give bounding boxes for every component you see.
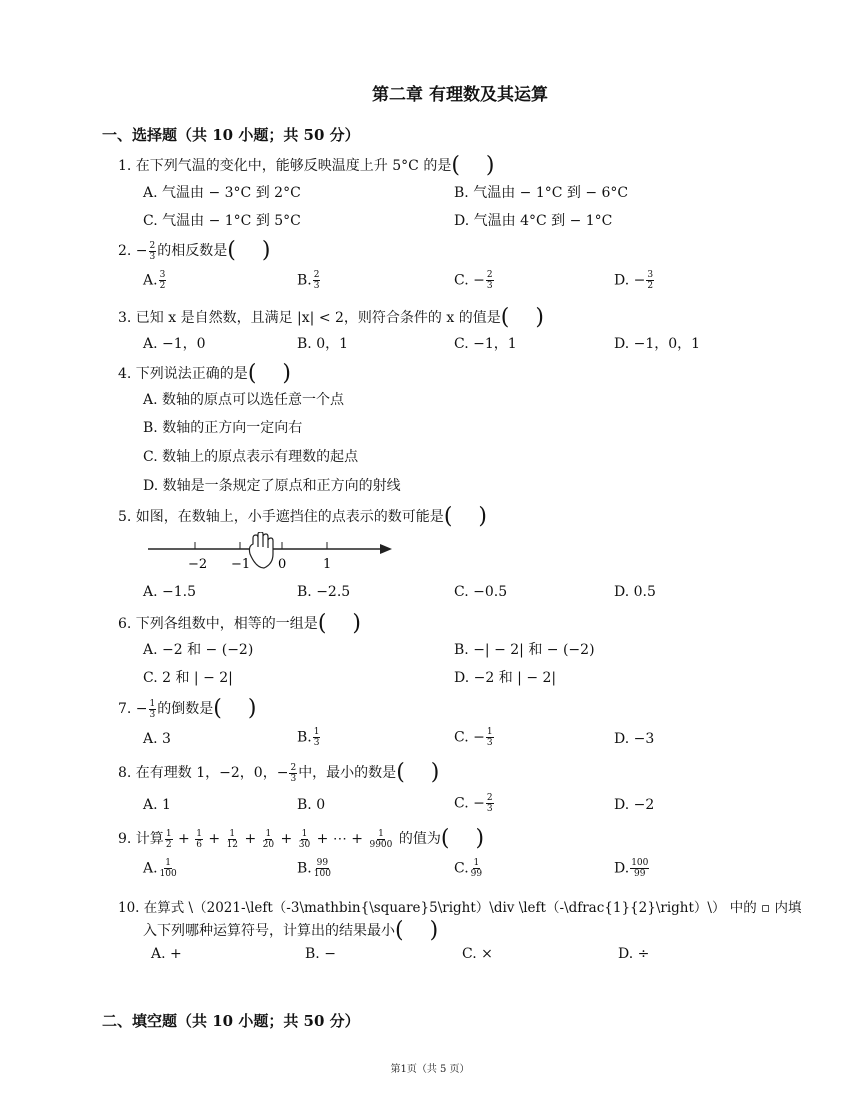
q4-option-c: C. 数轴上的原点表示有理数的起点 [143, 449, 359, 465]
answer-bracket: ( ) [500, 305, 544, 330]
q8-option-b: B. 0 [297, 797, 326, 813]
arrow-head-icon [380, 544, 392, 554]
q1-option-b: B. 气温由 − 1°C 到 − 6°C [454, 185, 629, 201]
q3-option-b: B. 0，1 [297, 336, 349, 352]
page-footer: 第1页（共 5 页） [390, 1064, 470, 1075]
q3-option-d: D. −1，0，1 [614, 336, 701, 352]
question-6: 6. 下列各组数中，相等的一组是( ) [118, 611, 361, 636]
page-title: 第二章 有理数及其运算 [372, 85, 548, 105]
answer-bracket: ( ) [227, 238, 271, 263]
q4-option-a: A. 数轴的原点可以选任意一个点 [143, 392, 345, 408]
q10-option-d: D. ÷ [618, 946, 650, 962]
q5-option-b: B. −2.5 [297, 584, 351, 600]
answer-bracket: ( ) [396, 760, 440, 785]
q2-option-a: A. $\frac{3}{2}$ [143, 270, 166, 291]
hand-icon [249, 532, 273, 568]
answer-bracket: ( ) [213, 696, 257, 721]
question-3: 3. 已知 x 是自然数，且满足 |x| < 2，则符合条件的 x 的值是( ) [118, 305, 544, 330]
question-2: 2. − $\frac{2}{3}$ 的相反数是( ) [118, 238, 271, 263]
tick-label: 1 [323, 557, 332, 572]
question-10-line-1: 10. 在算式 \（2021-\left（-3\mathbin{\square}5\right）\div \left（-\dfrac{1}{2}\right）\） 中的 ▫ 内填 [118, 900, 802, 916]
q6-option-a: A. −2 和 − (−2) [143, 642, 254, 658]
question-4: 4. 下列说法正确的是( ) [118, 361, 291, 386]
q10-option-b: B. − [305, 946, 336, 962]
q8-option-d: D. −2 [614, 797, 655, 813]
answer-bracket: ( ) [247, 361, 291, 386]
question-10-line-2: 入下列哪种运算符号，计算出的结果最小( ) [143, 918, 439, 943]
answer-bracket: ( ) [443, 504, 487, 529]
answer-bracket: ( ) [317, 611, 361, 636]
q8-option-c: C. − $\frac{2}{3}$ [454, 793, 493, 814]
q5-option-a: A. −1.5 [143, 584, 197, 600]
answer-bracket: ( ) [395, 918, 439, 943]
q6-option-d: D. −2 和 | − 2| [454, 670, 557, 686]
q3-option-c: C. −1，1 [454, 336, 517, 352]
q3-option-a: A. −1，0 [143, 336, 206, 352]
q7-option-d: D. −3 [614, 731, 655, 747]
q2-option-c: C. − $\frac{2}{3}$ [454, 270, 493, 291]
q5-option-d: D. 0.5 [614, 584, 656, 600]
section-heading-fill-in: 二、填空题（共 10 小题；共 50 分） [102, 1012, 360, 1030]
q6-option-b: B. −| − 2| 和 − (−2) [454, 642, 595, 658]
tick-label: −1 [231, 557, 251, 572]
fraction: $\frac{2}{3}$ [149, 240, 156, 262]
fraction: $\frac{1}{3}$ [149, 698, 156, 720]
q9-option-c: C. $\frac{1}{99}$ [454, 858, 483, 879]
q7-option-c: C. − $\frac{1}{3}$ [454, 727, 493, 748]
q9-option-b: B. $\frac{99}{100}$ [297, 858, 331, 879]
answer-bracket: ( ) [440, 826, 485, 851]
q8-option-a: A. 1 [143, 797, 171, 813]
section-heading-choice: 一、选择题（共 10 小题；共 50 分） [102, 126, 360, 144]
number-line-figure [140, 532, 400, 574]
question-8: 8. 在有理数 1，−2，0，− $\frac{2}{3}$ 中，最小的数是( ) [118, 760, 440, 785]
question-9: 9. 计算 $\frac{1}{2}$ + $\frac{1}{6}$ + $\frac{1}{12}$ + $\frac{1}{20}$ + $\frac{1}{30}$ + ⋯ + $\frac{1}{9900}$ 的值为( ) [118, 826, 485, 851]
question-7: 7. − $\frac{1}{3}$ 的倒数是( ) [118, 696, 257, 721]
fraction: $\frac{2}{3}$ [290, 762, 297, 784]
tick-label: 0 [278, 557, 287, 572]
q4-option-b: B. 数轴的正方向一定向右 [143, 420, 303, 436]
q10-option-c: C. × [462, 946, 493, 962]
q7-option-a: A. 3 [143, 731, 171, 747]
q4-option-d: D. 数轴是一条规定了原点和正方向的射线 [143, 478, 401, 494]
q1-option-a: A. 气温由 − 3°C 到 2°C [143, 185, 301, 201]
q2-option-d: D. − $\frac{3}{2}$ [614, 270, 654, 291]
question-5: 5. 如图，在数轴上，小手遮挡住的点表示的数可能是( ) [118, 504, 487, 529]
question-1: 1. 在下列气温的变化中，能够反映温度上升 5°C 的是( ) [118, 153, 495, 178]
q2-option-b: B. $\frac{2}{3}$ [297, 270, 320, 291]
q1-option-d: D. 气温由 4°C 到 − 1°C [454, 213, 613, 229]
answer-bracket: ( ) [451, 153, 495, 178]
q1-option-c: C. 气温由 − 1°C 到 5°C [143, 213, 301, 229]
q6-option-c: C. 2 和 | − 2| [143, 670, 233, 686]
q9-option-d: D. $\frac{100}{99}$ [614, 858, 649, 879]
q5-option-c: C. −0.5 [454, 584, 508, 600]
tick-label: −2 [188, 557, 208, 572]
q9-option-a: A. $\frac{1}{100}$ [143, 858, 177, 879]
q10-option-a: A. + [151, 946, 182, 962]
q7-option-b: B. $\frac{1}{3}$ [297, 727, 320, 748]
